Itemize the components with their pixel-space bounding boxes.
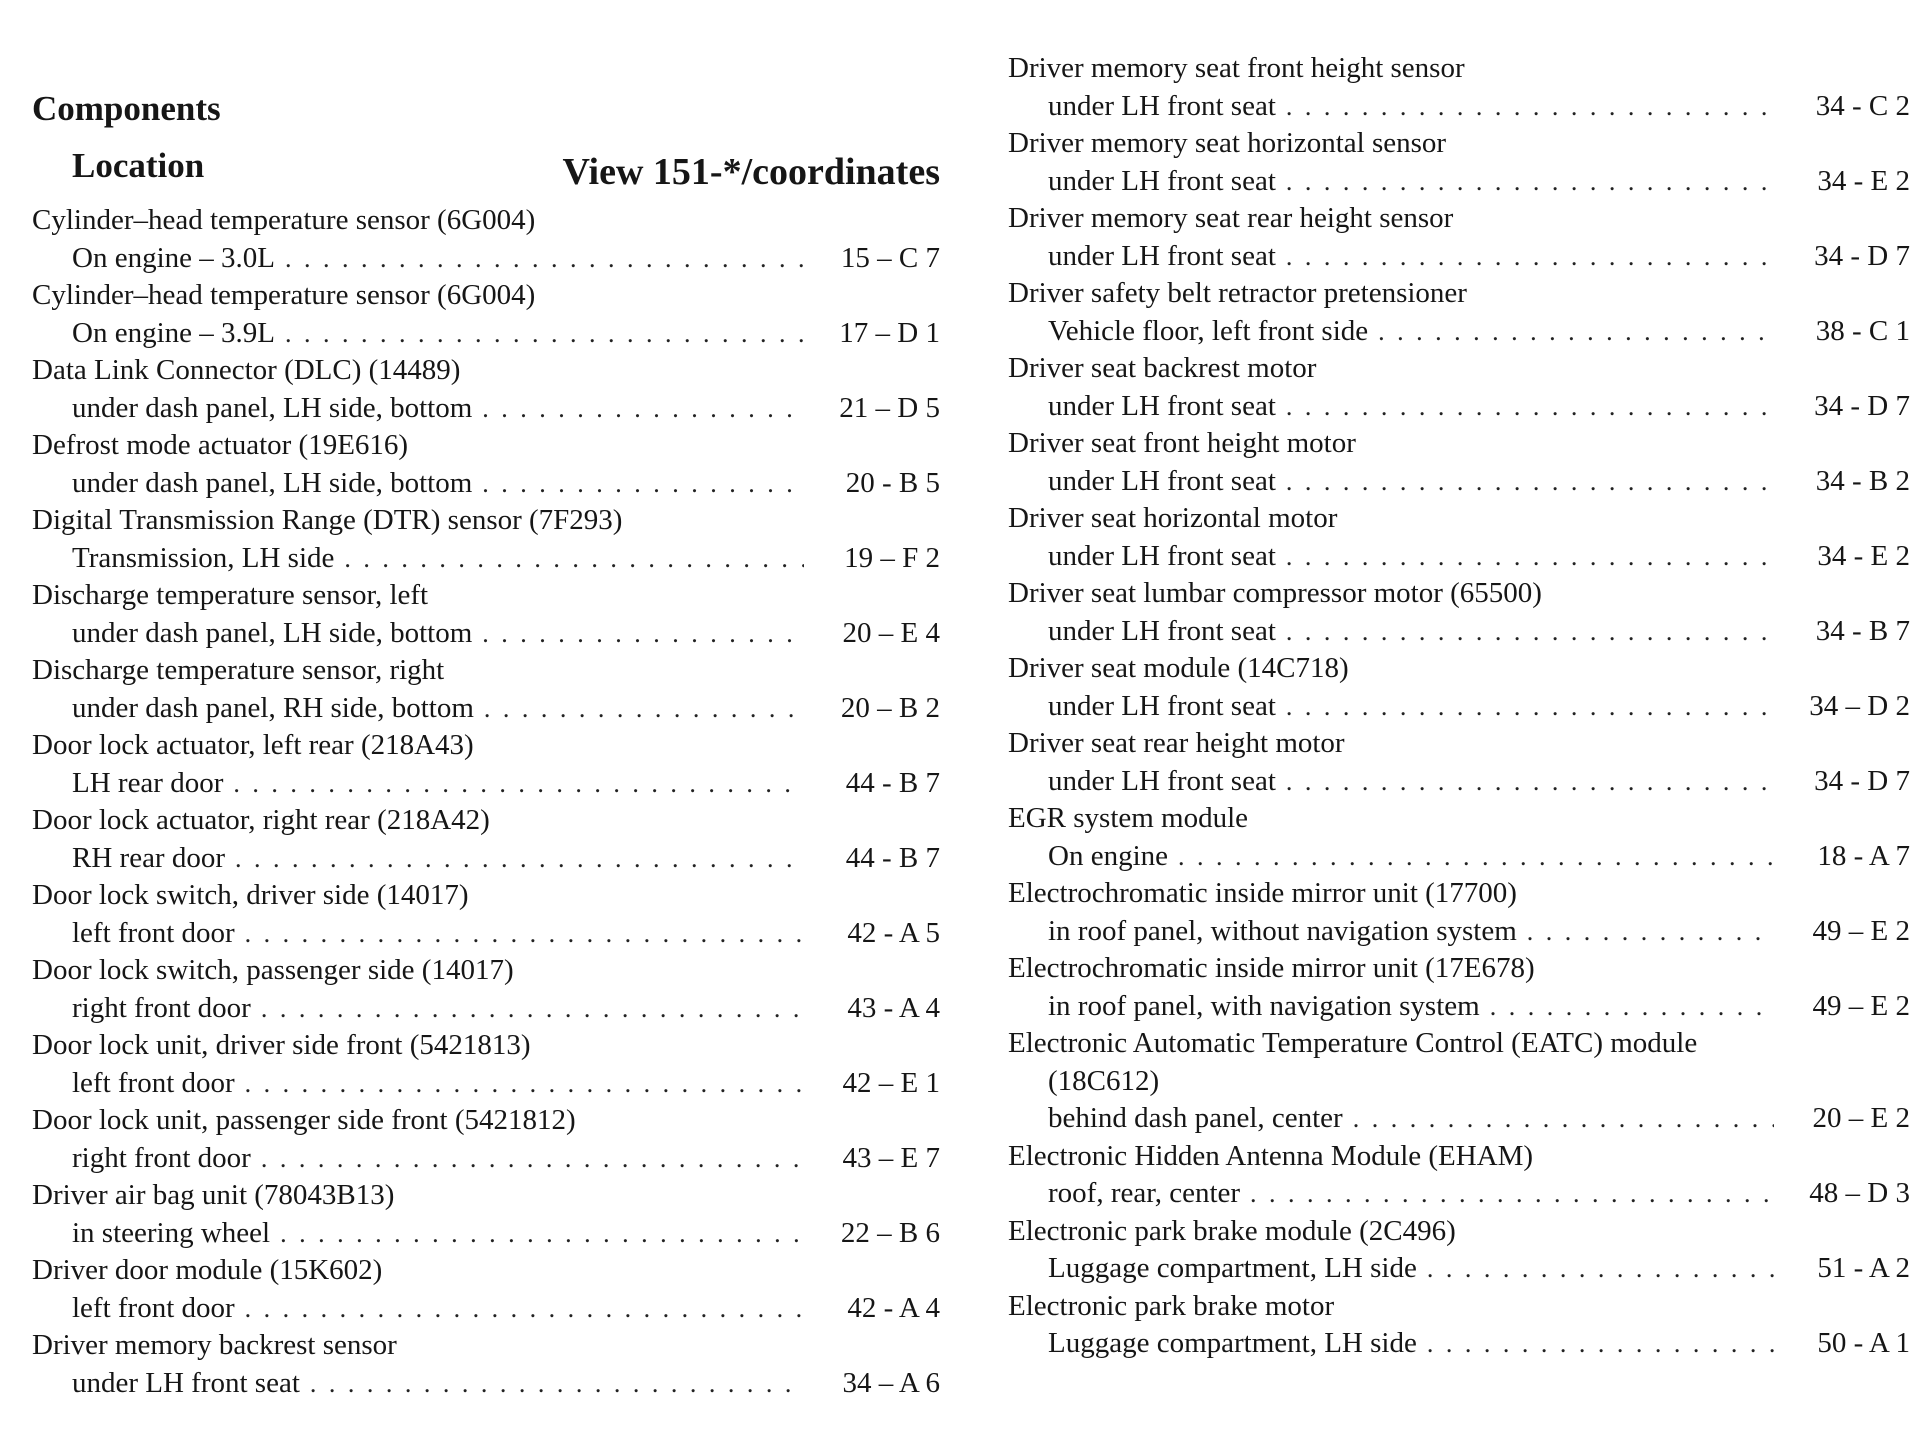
- component-detail-row: [32, 1365, 940, 1403]
- component-coordinates: 38 - C 1: [1815, 314, 1910, 347]
- component-detail-row: [1008, 1250, 1910, 1288]
- component-coordinates: 34 - D 7: [1814, 239, 1910, 272]
- component-location: LH rear door: [72, 766, 224, 799]
- component-coordinates: 34 - C 2: [1815, 89, 1910, 122]
- component-name: Discharge temperature sensor, left: [32, 579, 429, 611]
- dot-leader: [1286, 538, 1774, 576]
- component-detail-row: [1008, 313, 1910, 351]
- component-coordinates: 48 – D 3: [1809, 1177, 1910, 1209]
- component-location: under LH front seat: [1048, 164, 1276, 197]
- dot-leader: [235, 840, 804, 878]
- component-location: left front door: [72, 1291, 235, 1324]
- component-name: Cylinder–head temperature sensor (6G004): [32, 279, 536, 311]
- component-coordinates: 34 - E 2: [1817, 539, 1910, 572]
- component-name: Door lock switch, driver side (14017): [32, 879, 469, 911]
- component-entry: [1008, 275, 1910, 350]
- component-location: roof, rear, center: [1048, 1177, 1241, 1209]
- dot-leader: [1353, 1100, 1774, 1138]
- component-location: in roof panel, without navigation system: [1048, 914, 1517, 947]
- component-detail-row: [1008, 1100, 1910, 1138]
- component-detail-row: [32, 690, 940, 728]
- component-entry: [1008, 350, 1910, 425]
- component-coordinates: 21 – D 5: [839, 391, 940, 424]
- component-coordinates: 20 – E 2: [1812, 1102, 1910, 1134]
- component-entry: [1008, 200, 1910, 275]
- component-location: under LH front seat: [1048, 389, 1276, 422]
- dot-leader: [1378, 313, 1774, 351]
- component-location: left front door: [72, 916, 235, 949]
- component-location: under LH front seat: [1048, 764, 1276, 797]
- component-detail-row: [1008, 1325, 1910, 1363]
- component-entry: [32, 352, 940, 427]
- component-location: On engine – 3.9L: [72, 316, 275, 349]
- component-detail-row: [32, 1215, 940, 1253]
- component-entry: [1008, 125, 1910, 200]
- dot-leader: [285, 240, 804, 278]
- component-name: Door lock unit, driver side front (5421813): [32, 1029, 531, 1061]
- dot-leader: [280, 1215, 804, 1253]
- component-detail-row: [1008, 238, 1910, 276]
- component-coordinates: 43 – E 7: [842, 1141, 940, 1174]
- component-location: under LH front seat: [1048, 539, 1276, 572]
- component-entry: [32, 652, 940, 727]
- component-detail-row: [1008, 163, 1910, 201]
- component-name: Electronic park brake motor: [1008, 1289, 1335, 1322]
- dot-leader: [1286, 613, 1774, 651]
- component-name: Driver door module (15K602): [32, 1254, 383, 1286]
- component-location: under LH front seat: [1048, 239, 1276, 272]
- component-coordinates: 34 - D 7: [1814, 389, 1910, 422]
- component-entry: [32, 1252, 940, 1327]
- component-coordinates: 49 – E 2: [1812, 914, 1910, 947]
- dot-leader: [1527, 913, 1774, 951]
- dot-leader: [261, 1140, 804, 1178]
- component-detail-row: [1008, 838, 1910, 876]
- component-location: right front door: [72, 991, 251, 1024]
- component-coordinates: 50 - A 1: [1817, 1327, 1910, 1359]
- component-entry: [1008, 50, 1910, 125]
- component-entry: [32, 277, 940, 352]
- component-location: On engine: [1048, 839, 1168, 872]
- component-detail-row: [32, 390, 940, 428]
- component-detail-row: [32, 990, 940, 1028]
- location-column-heading: Location: [72, 146, 205, 185]
- component-coordinates: 20 – E 4: [842, 616, 940, 649]
- dot-leader: [344, 540, 804, 578]
- component-coordinates: 34 - D 7: [1814, 764, 1910, 797]
- component-detail-row: [1008, 913, 1910, 951]
- component-location: under LH front seat: [72, 1366, 300, 1399]
- dot-leader: [233, 765, 804, 803]
- component-location: under dash panel, LH side, bottom: [72, 391, 473, 424]
- component-detail-row: [32, 240, 940, 278]
- component-detail-row: [1008, 463, 1910, 501]
- dot-leader: [1286, 763, 1774, 801]
- component-name: Driver memory seat front height sensor: [1008, 52, 1465, 84]
- component-location: On engine – 3.0L: [72, 241, 275, 274]
- component-location: Luggage compartment, LH side: [1048, 1327, 1417, 1359]
- component-coordinates: 51 - A 2: [1817, 1252, 1910, 1284]
- dot-leader: [1250, 1175, 1774, 1213]
- component-entry: [32, 202, 940, 277]
- component-entry: [1008, 650, 1910, 725]
- component-entry: [1008, 425, 1910, 500]
- component-entry: [1008, 1025, 1910, 1138]
- component-entry: [32, 1027, 940, 1102]
- component-entry: [1008, 1288, 1910, 1363]
- dot-leader: [482, 465, 804, 503]
- component-entry: [1008, 875, 1910, 950]
- component-location: under LH front seat: [1048, 614, 1276, 647]
- component-location: under LH front seat: [1048, 89, 1276, 122]
- component-coordinates: 17 – D 1: [839, 316, 940, 349]
- dot-leader: [1286, 88, 1774, 126]
- component-detail-row: [32, 1290, 940, 1328]
- component-location: Transmission, LH side: [72, 541, 335, 574]
- component-name: Electronic Automatic Temperature Control (EATC) module: [1008, 1027, 1698, 1059]
- view-coordinates-heading: View 151-*/coordinates: [562, 151, 940, 193]
- component-location: in roof panel, with navigation system: [1048, 989, 1480, 1022]
- component-entry: [32, 577, 940, 652]
- component-entry: [1008, 1138, 1910, 1213]
- component-detail-row: [32, 315, 940, 353]
- component-location: under LH front seat: [1048, 464, 1276, 497]
- component-detail-row: [32, 465, 940, 503]
- component-entry: [32, 427, 940, 502]
- component-detail-row: [32, 765, 940, 803]
- component-name: Electrochromatic inside mirror unit (17700): [1008, 877, 1517, 909]
- component-name: Driver memory seat horizontal sensor: [1008, 127, 1447, 159]
- component-name: Driver seat horizontal motor: [1008, 502, 1338, 534]
- component-location: under dash panel, RH side, bottom: [72, 691, 474, 724]
- component-coordinates: 34 - B 2: [1815, 464, 1910, 497]
- component-detail-row: [32, 915, 940, 953]
- component-entry: [1008, 725, 1910, 800]
- component-detail-row: [1008, 613, 1910, 651]
- component-coordinates: 34 – A 6: [842, 1366, 940, 1399]
- component-name: Driver air bag unit (78043B13): [32, 1179, 395, 1211]
- left-entry-list: [32, 202, 940, 1402]
- component-entry: [1008, 500, 1910, 575]
- component-name: Defrost mode actuator (19E616): [32, 429, 409, 461]
- component-location: under dash panel, LH side, bottom: [72, 616, 473, 649]
- component-location: in steering wheel: [72, 1216, 271, 1249]
- component-coordinates: 18 - A 7: [1817, 839, 1910, 872]
- component-name: Driver seat rear height motor: [1008, 727, 1345, 759]
- dot-leader: [1490, 988, 1774, 1026]
- dot-leader: [245, 1065, 804, 1103]
- component-name: Cylinder–head temperature sensor (6G004): [32, 204, 536, 236]
- dot-leader: [261, 990, 804, 1028]
- component-location: RH rear door: [72, 841, 226, 874]
- component-name: Driver safety belt retractor pretensioner: [1008, 277, 1467, 309]
- dot-leader: [245, 1290, 804, 1328]
- component-detail-row: [1008, 388, 1910, 426]
- component-coordinates: 15 – C 7: [840, 241, 940, 274]
- component-coordinates: 22 – B 6: [840, 1216, 940, 1249]
- component-detail-row: [32, 1065, 940, 1103]
- component-entry: [32, 1102, 940, 1177]
- dot-leader: [1286, 688, 1774, 726]
- dot-leader: [1286, 163, 1774, 201]
- component-entry: [32, 877, 940, 952]
- component-entry: [32, 727, 940, 802]
- component-name: EGR system module: [1008, 802, 1249, 834]
- component-name: Discharge temperature sensor, right: [32, 654, 445, 686]
- dot-leader: [1286, 238, 1774, 276]
- component-coordinates: 20 – B 2: [840, 691, 940, 724]
- component-coordinates: 34 - E 2: [1817, 164, 1910, 197]
- component-name: Electronic Hidden Antenna Module (EHAM): [1008, 1139, 1534, 1172]
- component-coordinates: 42 - A 4: [847, 1291, 940, 1324]
- component-location: Vehicle floor, left front side: [1048, 314, 1369, 347]
- dot-leader: [1427, 1325, 1774, 1363]
- component-name: Data Link Connector (DLC) (14489): [32, 354, 461, 386]
- component-entry: [32, 802, 940, 877]
- component-coordinates: 20 - B 5: [845, 466, 940, 499]
- dot-leader: [285, 315, 804, 353]
- component-coordinates: 34 – D 2: [1809, 689, 1910, 722]
- component-location: Luggage compartment, LH side: [1048, 1252, 1417, 1284]
- component-name: Driver memory backrest sensor: [32, 1329, 397, 1361]
- component-detail-row: [32, 1140, 940, 1178]
- component-entry: [32, 1327, 940, 1402]
- component-name: Electrochromatic inside mirror unit (17E678): [1008, 952, 1535, 984]
- component-entry: [32, 502, 940, 577]
- component-name: Driver seat module (14C718): [1008, 652, 1349, 684]
- component-coordinates: 49 – E 2: [1812, 989, 1910, 1022]
- component-detail-row: [1008, 688, 1910, 726]
- component-location: right front door: [72, 1141, 251, 1174]
- dot-leader: [1286, 463, 1774, 501]
- component-name: Electronic park brake module (2C496): [1008, 1214, 1456, 1247]
- component-detail-row: [32, 615, 940, 653]
- right-entry-list: [1008, 50, 1910, 1363]
- component-entry: [1008, 575, 1910, 650]
- component-name: Digital Transmission Range (DTR) sensor (7F293): [32, 504, 623, 536]
- dot-leader: [482, 615, 804, 653]
- component-location: left front door: [72, 1066, 235, 1099]
- dot-leader: [482, 390, 804, 428]
- component-entry: [1008, 1213, 1910, 1288]
- component-name: Door lock unit, passenger side front (5421812): [32, 1104, 576, 1136]
- component-entry: [32, 1177, 940, 1252]
- component-name-continuation: [1008, 1063, 1910, 1101]
- component-location: under LH front seat: [1048, 689, 1276, 722]
- page-title: Components: [32, 89, 221, 128]
- component-detail-row: [1008, 763, 1910, 801]
- component-coordinates: 44 - B 7: [845, 841, 940, 874]
- component-entry: [32, 952, 940, 1027]
- component-coordinates: 44 - B 7: [845, 766, 940, 799]
- dot-leader: [1178, 838, 1774, 876]
- component-location: behind dash panel, center: [1048, 1102, 1343, 1134]
- dot-leader: [484, 690, 804, 728]
- dot-leader: [1286, 388, 1774, 426]
- component-coordinates: 19 – F 2: [844, 541, 940, 574]
- component-coordinates: 42 - A 5: [847, 916, 940, 949]
- component-name: Door lock actuator, left rear (218A43): [32, 729, 474, 761]
- component-detail-row: [32, 540, 940, 578]
- component-detail-row: [1008, 538, 1910, 576]
- component-entry: [1008, 950, 1910, 1025]
- component-coordinates: 34 - B 7: [1815, 614, 1910, 647]
- component-name: Door lock switch, passenger side (14017): [32, 954, 514, 986]
- component-detail-row: [1008, 88, 1910, 126]
- component-coordinates: 43 - A 4: [847, 991, 940, 1024]
- component-detail-row: [1008, 988, 1910, 1026]
- component-name: Driver seat lumbar compressor motor (65500): [1008, 577, 1542, 609]
- component-coordinates: 42 – E 1: [842, 1066, 940, 1099]
- component-name: Door lock actuator, right rear (218A42): [32, 804, 490, 836]
- dot-leader: [245, 915, 804, 953]
- component-detail-row: [32, 840, 940, 878]
- component-name: Driver seat front height motor: [1008, 427, 1356, 459]
- component-name: Driver seat backrest motor: [1008, 352, 1317, 384]
- component-detail-row: [1008, 1175, 1910, 1213]
- component-location: under dash panel, LH side, bottom: [72, 466, 473, 499]
- dot-leader: [1427, 1250, 1774, 1288]
- component-entry: [1008, 800, 1910, 875]
- component-name-cont: (18C612): [1048, 1064, 1160, 1097]
- dot-leader: [310, 1365, 804, 1403]
- component-name: Driver memory seat rear height sensor: [1008, 202, 1454, 234]
